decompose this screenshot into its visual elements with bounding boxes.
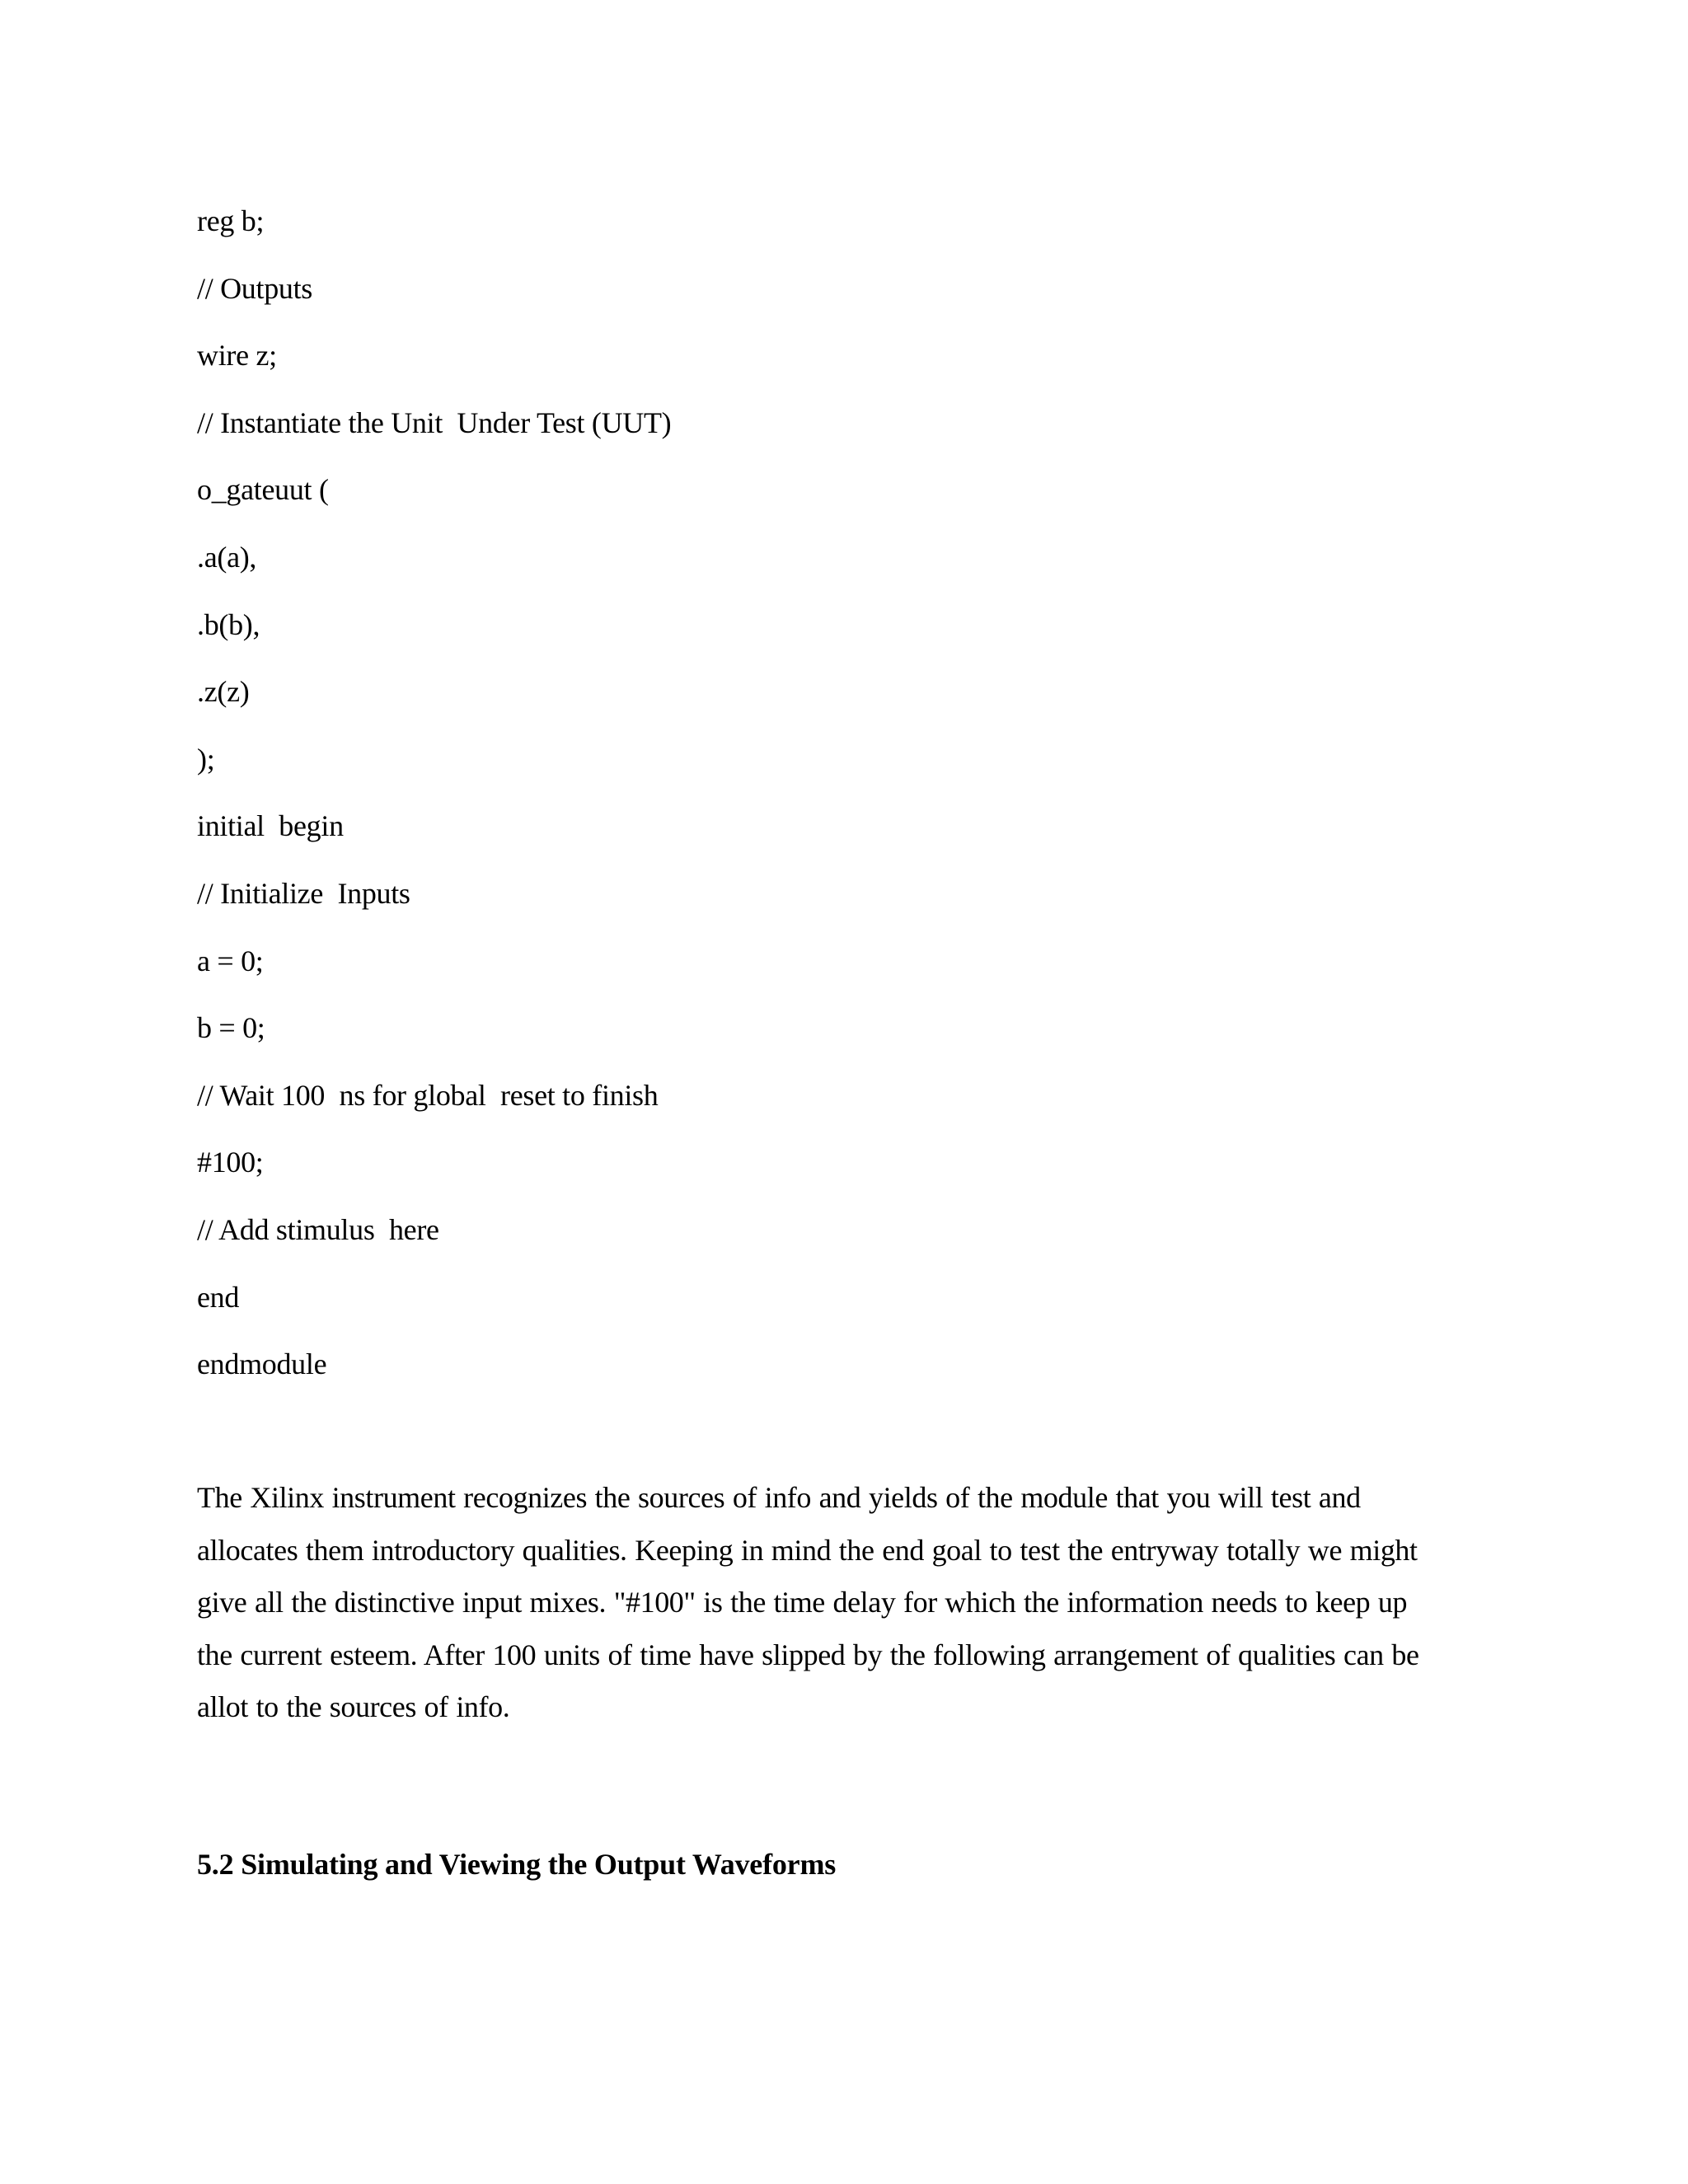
code-line: reg b;	[197, 204, 265, 237]
code-line: endmodule	[197, 1347, 327, 1381]
code-line: b = 0;	[197, 1011, 265, 1045]
code-line: // Outputs	[197, 271, 313, 305]
code-line: // Initialize Inputs	[197, 876, 410, 910]
paragraph-line: allocates them introductory qualities. Keeping in mind the end goal to test the entryway totally we might	[197, 1533, 1418, 1567]
code-line: // Add stimulus here	[197, 1212, 439, 1246]
code-line: // Instantiate the Unit Under Test (UUT)	[197, 405, 672, 439]
body-paragraph	[197, 1472, 1491, 1734]
code-line: end	[197, 1280, 240, 1314]
code-line: wire z;	[197, 339, 277, 373]
code-line: // Wait 100 ns for global reset to finish	[197, 1078, 659, 1112]
paragraph-line: The Xilinx instrument recognizes the sources of info and yields of the module that you will test and	[197, 1481, 1361, 1514]
code-line: initial begin	[197, 809, 344, 843]
paragraph-line: give all the distinctive input mixes. "#100" is the time delay for which the information needs to keep up	[197, 1586, 1408, 1619]
code-line: );	[197, 742, 215, 776]
paragraph-line: allot to the sources of info.	[197, 1690, 510, 1723]
code-listing	[197, 188, 1483, 1399]
section-heading: 5.2 Simulating and Viewing the Output Waveforms	[197, 1848, 837, 1881]
code-line: a = 0;	[197, 944, 264, 977]
paragraph-line: the current esteem. After 100 units of time have slipped by the following arrangement of qualities can be	[197, 1638, 1419, 1671]
code-line: .z(z)	[197, 675, 250, 709]
code-line: #100;	[197, 1146, 264, 1179]
code-line: o_gateuut (	[197, 473, 329, 507]
code-line: .a(a),	[197, 540, 257, 574]
code-line: .b(b),	[197, 607, 260, 641]
